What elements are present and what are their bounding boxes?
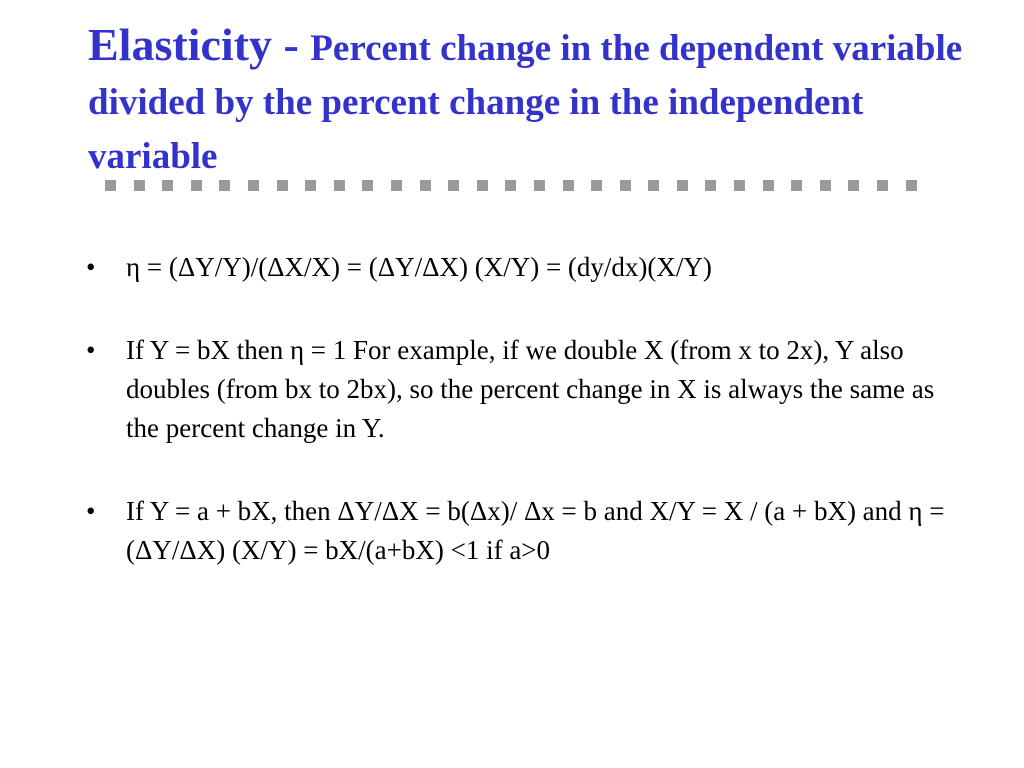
bullet-item-proportional-case (86, 331, 946, 448)
bullet-text: If Y = bX then η = 1 For example, if we double X (from x to 2x), Y also doubles (from bx to 2bx), so the percent change in X is always the same as the percent change in Y. (126, 335, 935, 443)
slide-title-definition: Percent change in the dependent variable divided by the percent change in the independent variable (88, 28, 963, 177)
divider-square (648, 180, 659, 191)
divider-square (420, 180, 431, 191)
divider-square (334, 180, 345, 191)
bullet-marker: • (86, 252, 96, 282)
bullet-text: η = (ΔY/Y)/(ΔX/X) = (ΔY/ΔX) (X/Y) = (dy/dx)(X/Y) (126, 252, 712, 282)
divider-square (906, 180, 917, 191)
slide-title (88, 18, 968, 184)
divider-square (134, 180, 145, 191)
divider-square (191, 180, 202, 191)
divider-square (391, 180, 402, 191)
bullet-marker: • (86, 335, 96, 365)
divider-square (219, 180, 230, 191)
divider-square (820, 180, 831, 191)
bullet-list (86, 248, 946, 614)
bullet-text: If Y = a + bX, then ΔY/ΔX = b(Δx)/ Δx = b and X/Y = X / (a + bX) and η = (ΔY/ΔX) (X/Y) = bX/(a+bX) <1 if a>0 (126, 496, 945, 565)
divider-square (105, 180, 116, 191)
bullet-marker: • (86, 496, 96, 526)
divider-square (591, 180, 602, 191)
divider-square (677, 180, 688, 191)
divider-square (563, 180, 574, 191)
divider-square (705, 180, 716, 191)
divider-square (277, 180, 288, 191)
divider-square (448, 180, 459, 191)
divider-square (505, 180, 516, 191)
divider-square (162, 180, 173, 191)
divider-square (362, 180, 373, 191)
bullet-item-elasticity-formula (86, 248, 946, 287)
bullet-item-linear-case (86, 492, 946, 570)
divider-square (734, 180, 745, 191)
divider-square (248, 180, 259, 191)
divider-square (848, 180, 859, 191)
divider-square (305, 180, 316, 191)
divider-square (877, 180, 888, 191)
divider-square (763, 180, 774, 191)
divider-square (791, 180, 802, 191)
slide-title-lead: Elasticity - (88, 19, 311, 70)
divider-square (620, 180, 631, 191)
divider-square (534, 180, 545, 191)
title-divider (105, 180, 917, 191)
divider-square (477, 180, 488, 191)
